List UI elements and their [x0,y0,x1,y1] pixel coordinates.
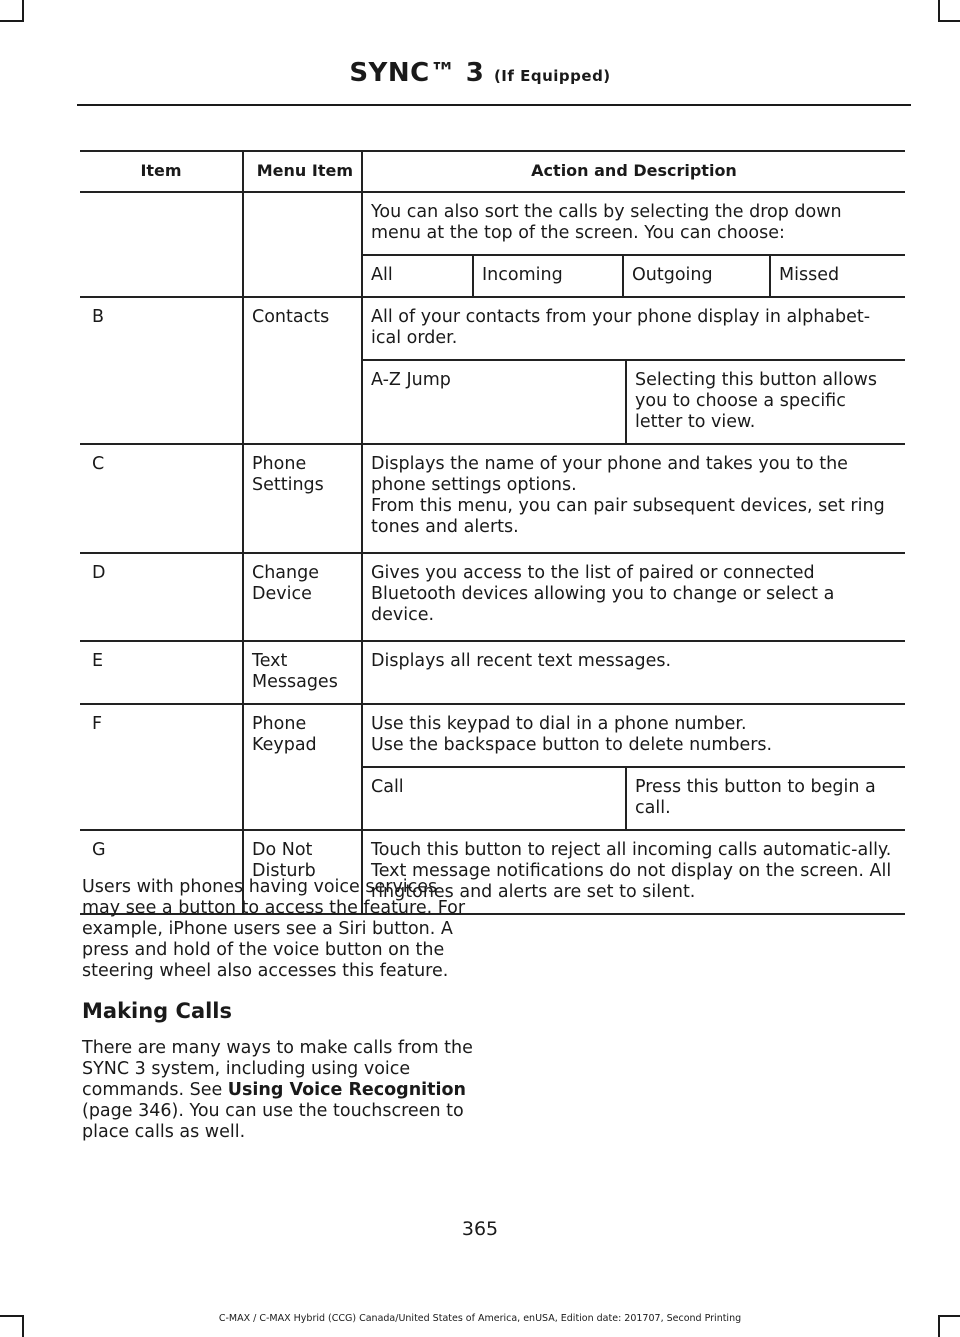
description-cell: Touch this button to reject all incoming calls automatic-ally. Text message notifications do not display on the screen. All ringtones and alerts are set to silent. [362,830,905,914]
sub-table [363,766,905,829]
item-cell: D [80,553,243,641]
sort-option: Incoming [473,255,623,296]
page-header [0,58,960,88]
description-block [363,705,905,766]
item-cell [80,192,243,297]
item-cell: C [80,444,243,553]
table-row [80,444,905,553]
menu-cell: Phone Settings [243,444,362,553]
header-rule [77,104,911,106]
crop-mark [938,0,940,20]
description-text: Displays the name of your phone and takes you to the phone settings options. [371,454,848,495]
sub-label: A-Z Jump [363,360,626,443]
description-cell [362,444,905,553]
sort-options-table [363,254,905,296]
sort-description: You can also sort the calls by selecting the drop down menu at the top of the screen. You can choose: [371,202,842,243]
sub-table [363,359,905,443]
menu-table [80,150,905,915]
menu-cell: Text Messages [243,641,362,704]
column-header-action: Action and Description [362,151,905,192]
section-heading: Making Calls [82,999,233,1023]
table-row [80,553,905,641]
description-cell [362,297,905,444]
cross-reference-link[interactable]: Using Voice Recognition [227,1080,467,1100]
crop-mark [22,0,24,20]
paragraph-text: (page 346). You can use the touchscreen to place calls as well. [82,1101,464,1142]
sort-option: Missed [770,255,905,296]
menu-cell: Do Not Disturb [243,830,362,914]
sort-option: All [363,255,473,296]
table-row [80,192,905,297]
column-header-item: Item [80,151,243,192]
description-cell: Displays all recent text messages. [362,641,905,704]
paragraph-text: There are many ways to make calls from the SYNC 3 system, including using voice commands. See [82,1038,473,1100]
table-row [80,641,905,704]
description-cell: Gives you access to the list of paired or connected Bluetooth devices allowing you to change or select a device. [362,553,905,641]
body-paragraph-2 [82,1038,477,1143]
item-cell: F [80,704,243,830]
column-header-menu-item: Menu Item [243,151,362,192]
description-cell [362,192,905,297]
sub-text: Selecting this button allows you to choose a specific letter to view. [626,360,905,443]
page-footer: C-MAX / C-MAX Hybrid (CCG) Canada/United States of America, enUSA, Edition date: 201707, Second Printing [218,1313,742,1324]
item-cell: G [80,830,243,914]
crop-mark [0,20,24,22]
sort-option: Outgoing [623,255,770,296]
page-number: 365 [461,1218,499,1240]
description-cell [362,704,905,830]
header-title: SYNC™ 3 [349,58,485,88]
item-cell: B [80,297,243,444]
menu-cell: Phone Keypad [243,704,362,830]
table-header-row [80,151,905,192]
crop-mark [938,20,960,22]
item-cell: E [80,641,243,704]
table-row [80,297,905,444]
description-text-2: From this menu, you can pair subsequent devices, set ring tones and alerts. [371,496,885,537]
header-qualifier: (If Equipped) [493,67,611,85]
sub-label: Call [363,767,626,829]
sub-text: Press this button to begin a call. [626,767,905,829]
description-text-2: Use the backspace button to delete numbers. [371,735,773,755]
table-row [80,704,905,830]
description-text: All of your contacts from your phone display in alphabet-ical order. [371,307,871,348]
description-text: Use this keypad to dial in a phone number. [371,714,747,734]
menu-cell: Contacts [243,297,362,444]
body-paragraph-1: Users with phones having voice services may see a button to access the feature. For example, iPhone users see a Siri button. A press and hold of the voice button on the steering wheel also accesses this feature. [82,877,466,981]
menu-cell: Change Device [243,553,362,641]
menu-cell [243,192,362,297]
